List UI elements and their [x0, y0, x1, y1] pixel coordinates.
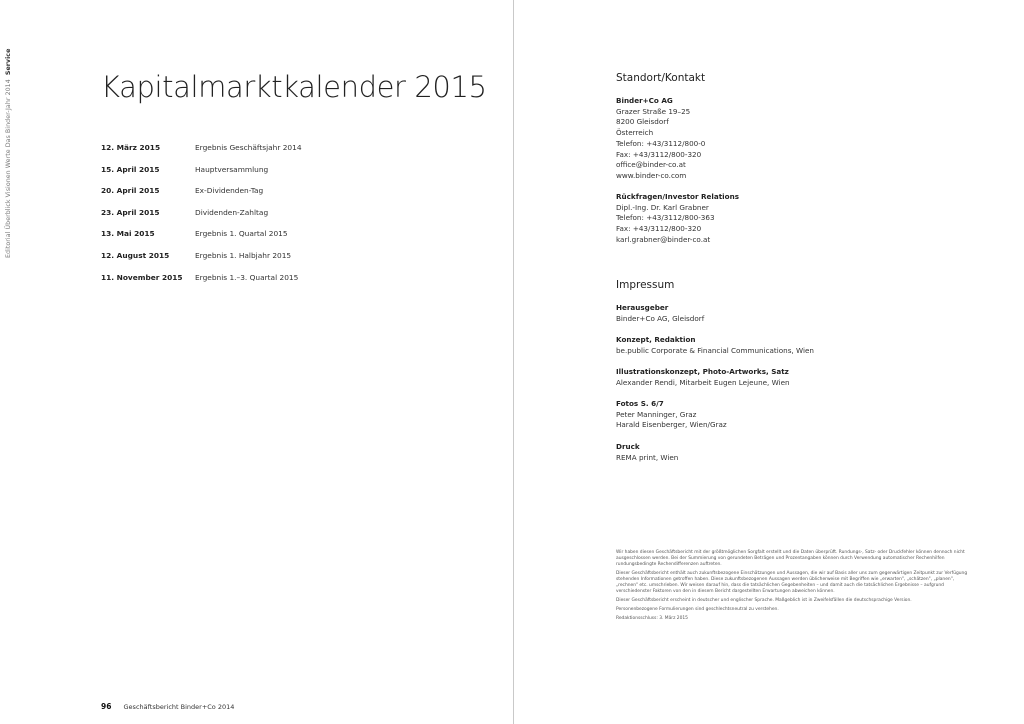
calendar-date: 12. März 2015: [101, 143, 161, 152]
calendar-event: Ex-Dividenden-Tag: [195, 186, 264, 196]
calendar-date: 20. April 2015: [101, 186, 160, 196]
impressum-text: be.public Corporate & Financial Communications, Wien: [616, 345, 814, 355]
impressum-label: Fotos S. 6/7: [616, 399, 664, 408]
disclaimer-paragraph: Dieser Geschäftsbericht erscheint in deutscher und englischer Sprache. Maßgeblich ist in Zweifelsfällen die deutschsprachige Version.: [616, 598, 912, 603]
impressum-publisher: [616, 303, 704, 324]
impressum-text: REMA print, Wien: [616, 452, 679, 462]
impressum-heading: Impressum: [616, 279, 675, 291]
company-website: www.binder-co.com: [616, 170, 687, 180]
calendar-date: 13. Mai 2015: [101, 229, 155, 239]
ir-contact-name: Dipl.-Ing. Dr. Karl Grabner: [616, 202, 709, 212]
ir-email: karl.grabner@binder-co.at: [616, 234, 711, 244]
calendar-row: [101, 229, 401, 251]
side-nav-items: Editorial Überblick Visionen Werte Das Binder-Jahr 2014: [5, 79, 12, 258]
disclaimer-paragraph: Dieser Geschäftsbericht enthält auch zukunftsbezogene Einschätzungen und Aussagen, die wir auf Basis aller uns zum gegenwärtigen Zeitpunkt zur Verfügung stehenden Informationen getroffen haben. Diese zukunftsbezogenen Aussagen werden üblicherweise mit Begriffen wie „erwarten", „schätzen", „planen", „rechnen" etc. umschrieben. Wir weisen darauf hin, dass die tatsächlichen Gegebenheiten – und damit auch die tatsächlichen Ergebnisse – aufgrund verschiedenster Faktoren von den in diesem Bericht dargestellten Erwartungen abweichen können.: [616, 571, 968, 594]
impressum-text: Alexander Rendi, Mitarbeit Eugen Lejeune, Wien: [616, 377, 790, 387]
impressum-label: Druck: [616, 442, 640, 451]
impressum-text: Peter Manninger, Graz: [616, 409, 697, 419]
company-fax: Fax: +43/3112/800-320: [616, 149, 702, 159]
calendar-date: 12. August 2015: [101, 250, 170, 260]
ir-label: Rückfragen/Investor Relations: [616, 192, 739, 201]
calendar-date: 15. April 2015: [101, 164, 160, 174]
calendar-event: Ergebnis 1.–3. Quartal 2015: [195, 272, 299, 282]
page-number: 96: [101, 702, 112, 711]
calendar-row: [101, 186, 401, 208]
address-street: Grazer Straße 19–25: [616, 106, 691, 116]
impressum-label: Konzept, Redaktion: [616, 335, 696, 344]
calendar-row: [101, 208, 401, 230]
editorial-deadline: Redaktionsschluss: 3. März 2015: [616, 616, 688, 621]
impressum-concept: [616, 335, 814, 356]
disclaimer-paragraph: Personenbezogene Formulierungen sind geschlechtsneutral zu verstehen.: [616, 607, 779, 612]
impressum-text: Harald Eisenberger, Wien/Graz: [616, 420, 727, 430]
impressum-text: Binder+Co AG, Gleisdorf: [616, 313, 705, 323]
address-city: 8200 Gleisdorf: [616, 117, 669, 127]
capital-market-calendar: [101, 143, 401, 294]
calendar-date: 23. April 2015: [101, 207, 160, 217]
page-footer: [101, 702, 234, 711]
page-title: Kapitalmarktkalender 2015: [101, 70, 487, 104]
company-phone: Telefon: +43/3112/800-0: [616, 138, 706, 148]
calendar-event: Hauptversammlung: [195, 164, 269, 174]
calendar-event: Ergebnis 1. Quartal 2015: [195, 229, 288, 239]
calendar-row: [101, 251, 401, 273]
calendar-event: Ergebnis Geschäftsjahr 2014: [195, 143, 302, 152]
right-page: [514, 0, 1024, 724]
impressum-photos: [616, 399, 727, 431]
legal-disclaimer: [616, 550, 971, 625]
contact-heading: Standort/Kontakt: [616, 72, 706, 84]
impressum-label: Illustrationskonzept, Photo-Artworks, Satz: [616, 367, 789, 376]
ir-fax: Fax: +43/3112/800-320: [616, 224, 702, 234]
calendar-row: [101, 143, 401, 165]
address-country: Österreich: [616, 128, 654, 138]
company-address-block: [616, 96, 705, 182]
side-nav-active-section: Service: [5, 48, 12, 76]
investor-relations-block: [616, 192, 739, 246]
calendar-event: Dividenden-Zahltag: [195, 207, 269, 217]
company-name: Binder+Co AG: [616, 96, 673, 105]
calendar-row: [101, 273, 401, 295]
disclaimer-paragraph: Wir haben diesen Geschäftsbericht mit der größtmöglichen Sorgfalt erstellt und die Daten überprüft. Rundungs-, Satz- oder Druckfehler können dennoch nicht ausgeschlossen werden. Bei der Summierung von gerundeten Beträgen und Prozentangaben können durch Verwendung automatischer Rechenhilfen rundungsbedingte Rechendifferenzen auftreten.: [616, 550, 965, 567]
calendar-event: Ergebnis 1. Halbjahr 2015: [195, 250, 292, 260]
side-navigation: [5, 48, 15, 268]
calendar-row: [101, 165, 401, 187]
ir-phone: Telefon: +43/3112/800-363: [616, 213, 715, 223]
impressum-label: Herausgeber: [616, 303, 669, 312]
calendar-date: 11. November 2015: [101, 272, 183, 282]
impressum-print: [616, 442, 678, 463]
impressum-illustration: [616, 367, 790, 388]
footer-text: Geschäftsbericht Binder+Co 2014: [123, 703, 235, 711]
company-email: office@binder-co.at: [616, 160, 686, 170]
